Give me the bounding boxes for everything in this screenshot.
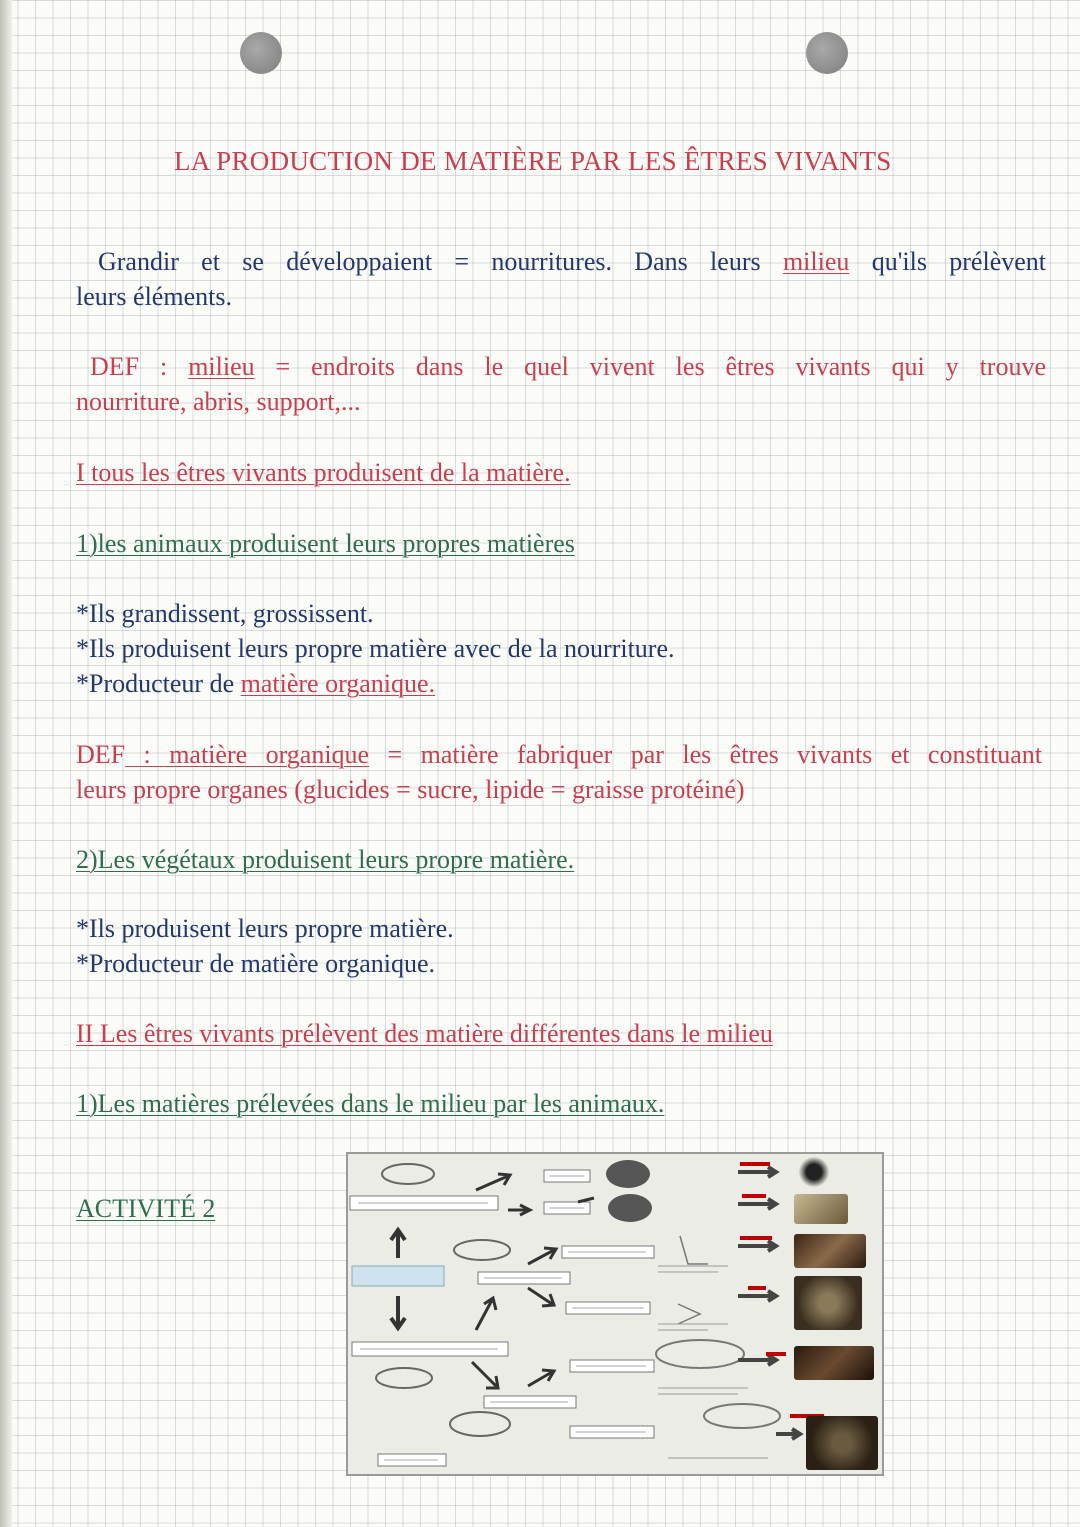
binder-hole-right	[806, 32, 848, 74]
def-matiere-line-1	[76, 738, 1042, 772]
animal-sketch	[454, 1240, 510, 1260]
bullet-grandissent: *Ils grandissent, grossissent.	[76, 599, 374, 628]
photo-arrows	[738, 1167, 800, 1439]
arrow	[476, 1298, 496, 1330]
binder-hole-left	[240, 32, 282, 74]
intro-text-end: qu'ils prélèvent	[871, 247, 1047, 276]
def-milieu-line-1	[76, 350, 1046, 384]
arrow-down	[391, 1296, 405, 1328]
intro-line-2: leurs éléments.	[76, 282, 232, 311]
photo-bird	[794, 1156, 834, 1188]
intro-line-1	[76, 245, 1046, 279]
photo-insect	[794, 1194, 848, 1224]
bullet-vegetaux-producteur: *Producteur de matière organique.	[76, 949, 436, 978]
animal-sketch	[382, 1164, 434, 1184]
diagram-label-strokes	[358, 1176, 646, 1460]
term-matiere-organique: matière organique.	[240, 669, 436, 698]
animal-sketch	[376, 1368, 432, 1388]
section-2-heading: II Les êtres vivants prélèvent des matière différentes dans le milieu	[76, 1019, 773, 1048]
plant-sketch	[678, 1304, 700, 1324]
intro-keyword-milieu: milieu	[782, 247, 850, 276]
animal-sketch	[606, 1160, 650, 1188]
bullet-producteur-text: *Producteur de	[76, 669, 235, 698]
def-term-milieu: milieu	[188, 352, 255, 381]
def-milieu-text: = endroits dans le quel vivent les êtres vivants qui y trouve	[275, 352, 1046, 381]
subsection-1-1-heading: 1)les animaux produisent leurs propres matières	[76, 529, 575, 558]
bullet-vegetaux-produisent: *Ils produisent leurs propre matière.	[76, 914, 454, 943]
subsection-1-2-heading: 2)Les végétaux produisent leurs propre matière.	[76, 845, 575, 874]
bullet-producteur	[76, 667, 435, 701]
animal-sketch	[704, 1404, 780, 1428]
def-matiere-line-2: leurs propre organes (glucides = sucre, lipide = graisse protéiné)	[76, 775, 745, 804]
paper-edge	[0, 0, 12, 1527]
photo-mole	[794, 1346, 874, 1380]
diagram-box	[352, 1266, 444, 1286]
animal-sketch	[608, 1194, 652, 1222]
animal-sketch	[450, 1412, 510, 1436]
page-title: LA PRODUCTION DE MATIÈRE PAR LES ÊTRES VIVANTS	[174, 146, 892, 176]
arrow	[528, 1370, 554, 1386]
photo-owl	[794, 1276, 862, 1330]
def-milieu-line-2: nourriture, abris, support,...	[76, 387, 361, 416]
intro-text: Grandir et se développaient = nourritures. Dans leurs	[98, 247, 761, 276]
subsection-2-1-heading: 1)Les matières prélevées dans le milieu par les animaux.	[76, 1089, 665, 1118]
arrow	[476, 1174, 510, 1190]
bullet-produisent: *Ils produisent leurs propre matière avec de la nourriture.	[76, 634, 675, 663]
section-1-heading: I tous les êtres vivants produisent de la matière.	[76, 458, 571, 487]
arrow-up	[391, 1230, 405, 1258]
photo-rodent	[794, 1234, 866, 1268]
def-label: DEF :	[90, 352, 168, 381]
def-label: DEF	[76, 740, 126, 769]
def-term-matiere-organique: : matière organique	[125, 740, 370, 769]
def-matiere-text: = matière fabriquer par les êtres vivants et constituant	[387, 740, 1043, 769]
def-matiere-prefix-term	[76, 740, 369, 769]
plant-sketch	[680, 1236, 708, 1264]
activity-label: ACTIVITÉ 2	[76, 1194, 216, 1223]
arrow	[528, 1248, 556, 1264]
arrow	[528, 1288, 554, 1306]
arrow	[472, 1362, 498, 1388]
photo-toad	[806, 1416, 878, 1470]
arrow	[578, 1198, 594, 1202]
animal-sketch	[656, 1340, 744, 1368]
food-web-figure	[346, 1152, 884, 1476]
arrow	[508, 1205, 530, 1215]
